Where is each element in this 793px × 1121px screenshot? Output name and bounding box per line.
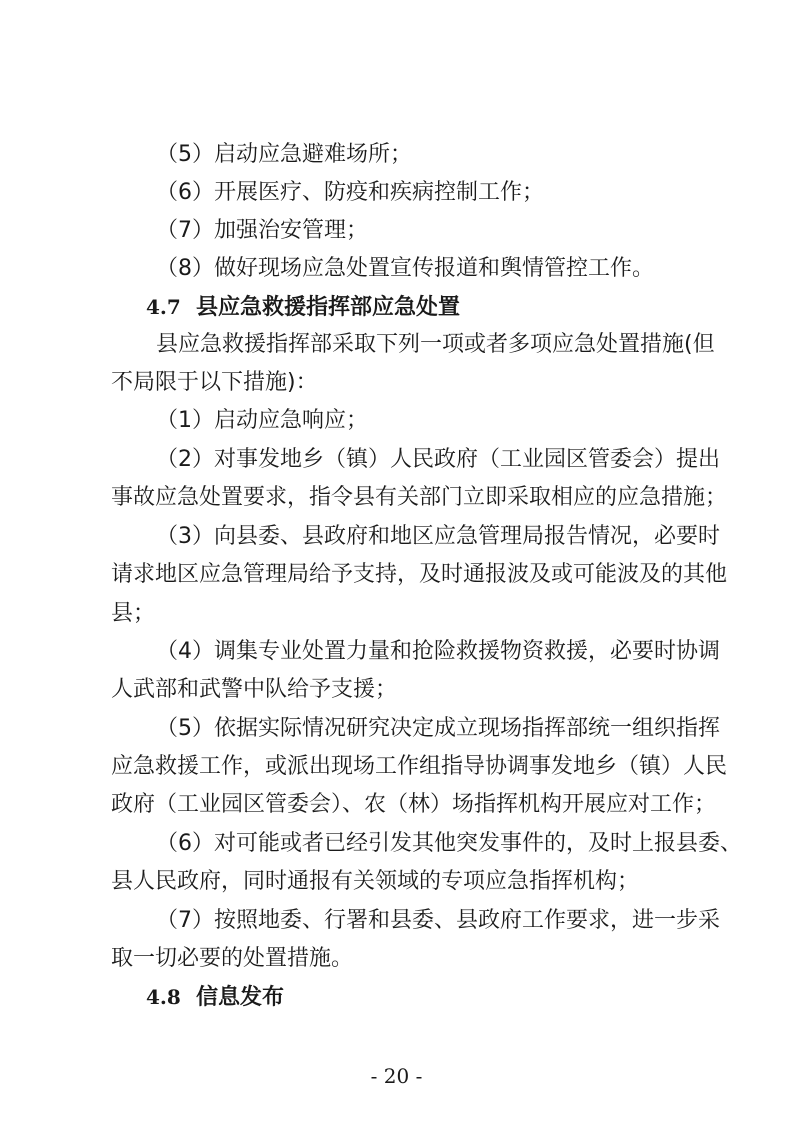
list-item: （8）做好现场应急处置宣传报道和舆情管控工作。 — [156, 256, 654, 281]
measure-item: （3）向县委、县政府和地区应急管理局报告情况，必要时 — [156, 524, 720, 549]
page-number: - 20 - — [370, 1064, 423, 1088]
measure-item: （7）按照地委、行署和县委、县政府工作要求，进一步采 — [156, 908, 720, 933]
list-item: （7）加强治安管理； — [156, 218, 368, 243]
section-heading-4-8 — [146, 978, 696, 1016]
list-item: （5）启动应急避难场所； — [156, 142, 412, 167]
measure-item: （6）对可能或者已经引发其他突发事件的，及时上报县委、 — [156, 831, 742, 856]
section-number: 4.8 — [146, 985, 181, 1009]
measure-item-cont: 请求地区应急管理局给予支持，及时通报波及或可能波及的其他 — [111, 562, 728, 587]
measure-item: （2）对事发地乡（镇）人民政府（工业园区管委会）提出 — [156, 447, 720, 472]
measure-item: （4）调集专业处置力量和抢险救援物资救援，必要时协调 — [156, 639, 720, 664]
measure-item-cont: 人武部和武警中队给予支援； — [111, 677, 398, 702]
section-title: 县应急救援指挥部应急处置 — [196, 295, 461, 320]
measure-item-cont: 政府（工业园区管委会）、农（林）场指挥机构开展应对工作； — [111, 792, 717, 817]
paragraph-line: 不局限于以下措施)： — [111, 370, 318, 395]
measure-item-cont: 取一切必要的处置措施。 — [111, 946, 354, 971]
section-heading-4-7 — [146, 288, 696, 326]
measure-item: （5）依据实际情况研究决定成立现场指挥部统一组织指挥 — [156, 716, 720, 741]
measure-item-cont: 应急救援工作，或派出现场工作组指导协调事发地乡（镇）人民 — [111, 754, 728, 779]
measure-item-cont: 县； — [111, 601, 156, 626]
measure-item: （1）启动应急响应； — [156, 408, 368, 433]
list-item: （6）开展医疗、防疫和疾病控制工作； — [156, 180, 544, 205]
measure-item-cont: 县人民政府，同时通报有关领域的专项应急指挥机构； — [111, 869, 640, 894]
section-title: 信息发布 — [196, 985, 285, 1010]
section-number: 4.7 — [146, 295, 181, 319]
paragraph-line: 县应急救援指挥部采取下列一项或者多项应急处置措施(但 — [156, 332, 715, 357]
measure-item-cont: 事故应急处置要求，指令县有关部门立即采取相应的应急措施； — [111, 485, 728, 510]
